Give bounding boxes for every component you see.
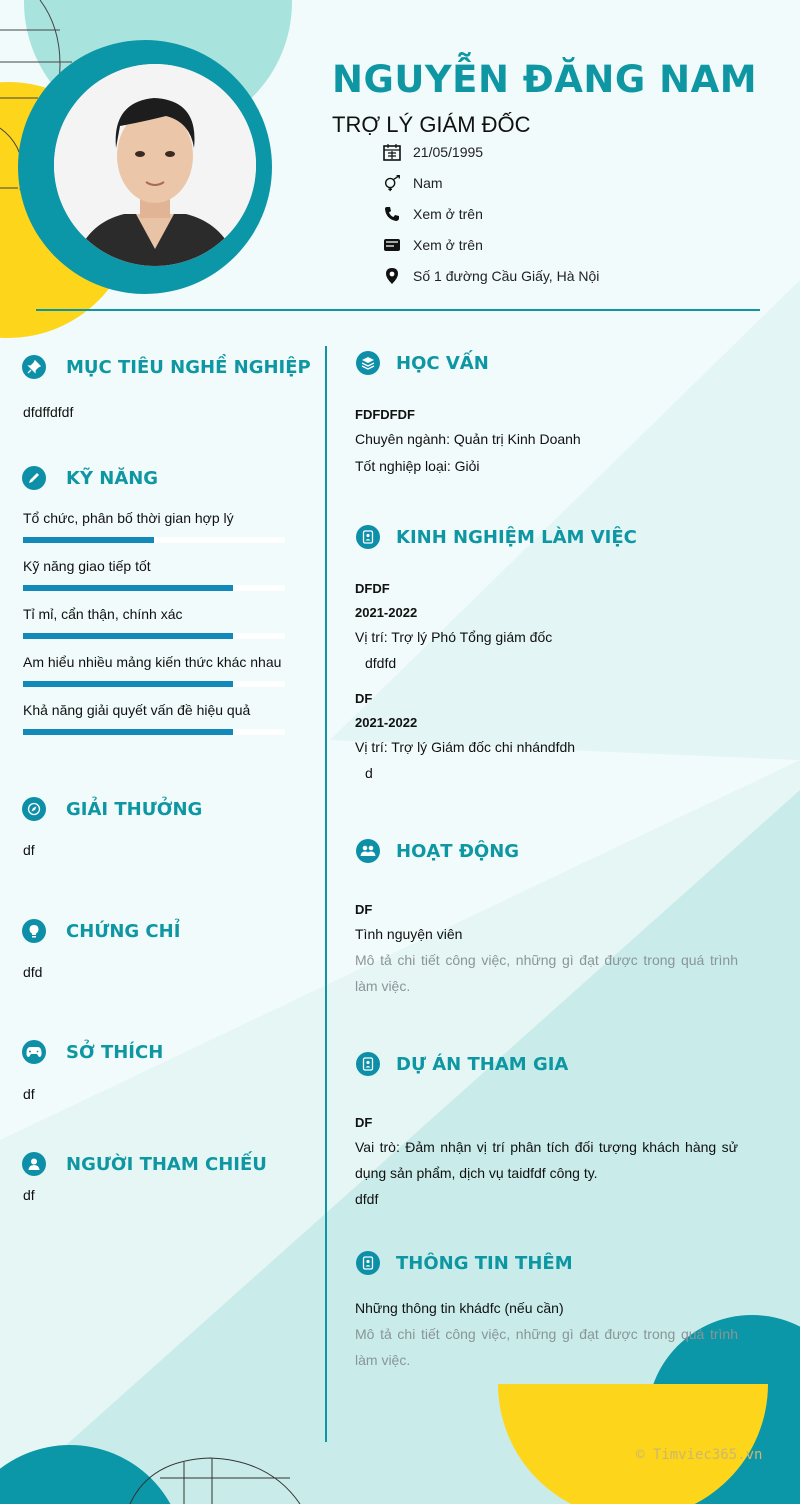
map-pin-icon: [382, 267, 402, 285]
education-school: FDFDFDF: [355, 407, 415, 422]
group-icon: [356, 839, 380, 863]
experience-period: 2021-2022: [355, 715, 418, 730]
layers-icon: [356, 351, 380, 375]
badge-icon: [356, 525, 380, 549]
phone-icon: [382, 205, 402, 223]
phone-text: Xem ở trên: [413, 206, 483, 222]
section-hobbies-title: SỞ THÍCH: [66, 1041, 164, 1063]
skill-bar: [23, 681, 285, 687]
info-row-birthday: [382, 143, 483, 161]
experience-desc: d: [365, 765, 373, 781]
section-references-title: NGƯỜI THAM CHIẾU: [66, 1153, 267, 1175]
section-skills-header: [22, 466, 158, 490]
lightbulb-icon: [22, 919, 46, 943]
section-objective-title: MỤC TIÊU NGHỀ NGHIỆP: [66, 356, 311, 378]
section-awards-title: GIẢI THƯỞNG: [66, 798, 203, 820]
skill-bar-fill: [23, 681, 233, 687]
section-projects-title: DỰ ÁN THAM GIA: [396, 1053, 569, 1075]
section-activities-title: HOẠT ĐỘNG: [396, 840, 520, 862]
section-awards-header: [22, 797, 202, 821]
experience-position: Vị trí: Trợ lý Giám đốc chi nhándfdh: [355, 739, 576, 755]
skill-label: Kỹ năng giao tiếp tốt: [23, 558, 151, 574]
skill-bar: [23, 633, 285, 639]
info-row-address: [382, 267, 599, 285]
certificates-text: dfd: [23, 964, 43, 980]
section-education-header: [356, 351, 489, 375]
activity-desc: Mô tả chi tiết công việc, những gì đạt được trong quá trình làm việc.: [355, 952, 738, 994]
section-additional-title: THÔNG TIN THÊM: [396, 1252, 573, 1274]
section-references-header: [22, 1152, 267, 1176]
activity-org: DF: [355, 902, 373, 917]
skill-label: Khả năng giải quyết vấn đề hiệu quả: [23, 702, 251, 718]
badge-icon: [356, 1251, 380, 1275]
pin-icon: [22, 355, 46, 379]
objective-text: dfdffdfdf: [23, 404, 74, 420]
section-objective-header: [22, 355, 311, 379]
section-hobbies-header: [22, 1040, 163, 1064]
skill-bar: [23, 537, 285, 543]
experience-period: 2021-2022: [355, 605, 418, 620]
candidate-name: NGUYỄN ĐĂNG NAM: [332, 58, 758, 101]
skill-bar-fill: [23, 729, 233, 735]
column-divider: [325, 346, 327, 1442]
additional-desc: Mô tả chi tiết công việc, những gì đạt được trong quá trình làm việc.: [355, 1326, 738, 1368]
section-experience-header: [356, 525, 637, 549]
project-role: Vai trò: Đảm nhận vị trí phân tích đối tượng khách hàng sử dụng sản phẩm, dịch vụ taidfdf công ty.: [355, 1139, 738, 1181]
section-experience-title: KINH NGHIỆM LÀM VIỆC: [396, 526, 637, 548]
section-additional-header: [356, 1251, 573, 1275]
activity-role: Tình nguyện viên: [355, 926, 463, 942]
skill-bar-fill: [23, 537, 154, 543]
gamepad-icon: [22, 1040, 46, 1064]
address-text: Số 1 đường Cầu Giấy, Hà Nội: [413, 268, 600, 284]
info-row-gender: [382, 174, 443, 192]
watermark: © Timviec365.vn: [636, 1447, 763, 1463]
avatar: [54, 64, 256, 266]
additional-text: Những thông tin khádfc (nếu cần): [355, 1300, 564, 1316]
header-divider: [36, 309, 760, 311]
calendar-icon: [382, 143, 402, 161]
experience-position: Vị trí: Trợ lý Phó Tổng giám đốc: [355, 629, 553, 645]
gender-text: Nam: [413, 175, 443, 191]
pencil-icon: [22, 466, 46, 490]
project-name: DF: [355, 1115, 373, 1130]
skill-bar: [23, 585, 285, 591]
section-skills-title: KỸ NĂNG: [66, 467, 159, 489]
references-text: df: [23, 1187, 35, 1203]
experience-desc: dfdfd: [365, 655, 397, 671]
compass-icon: [22, 797, 46, 821]
project-extra: dfdf: [355, 1191, 379, 1207]
experience-company: DFDF: [355, 581, 390, 596]
education-major: Chuyên ngành: Quản trị Kinh Doanh: [355, 431, 581, 447]
info-row-email[interactable]: [382, 236, 483, 254]
skill-bar-fill: [23, 633, 233, 639]
experience-company: DF: [355, 691, 373, 706]
education-grade: Tốt nghiệp loại: Giỏi: [355, 458, 480, 474]
skill-bar-fill: [23, 585, 233, 591]
section-certificates-title: CHỨNG CHỈ: [66, 920, 181, 942]
section-activities-header: [356, 839, 519, 863]
awards-text: df: [23, 842, 35, 858]
hobbies-text: df: [23, 1086, 35, 1102]
skill-label: Am hiểu nhiều mảng kiến thức khác nhau: [23, 654, 282, 670]
envelope-icon: [382, 236, 402, 254]
section-certificates-header: [22, 919, 180, 943]
email-text: Xem ở trên: [413, 237, 483, 253]
skill-label: Tổ chức, phân bố thời gian hợp lý: [23, 510, 234, 526]
info-row-phone[interactable]: [382, 205, 483, 223]
birthday-text: 21/05/1995: [413, 144, 484, 160]
section-projects-header: [356, 1052, 568, 1076]
gender-icon: [382, 174, 402, 192]
badge-icon: [356, 1052, 380, 1076]
section-education-title: HỌC VẤN: [396, 352, 489, 374]
user-icon: [22, 1152, 46, 1176]
skill-bar: [23, 729, 285, 735]
job-title: TRỢ LÝ GIÁM ĐỐC: [332, 112, 531, 137]
skill-label: Tỉ mỉ, cẩn thận, chính xác: [23, 606, 183, 622]
